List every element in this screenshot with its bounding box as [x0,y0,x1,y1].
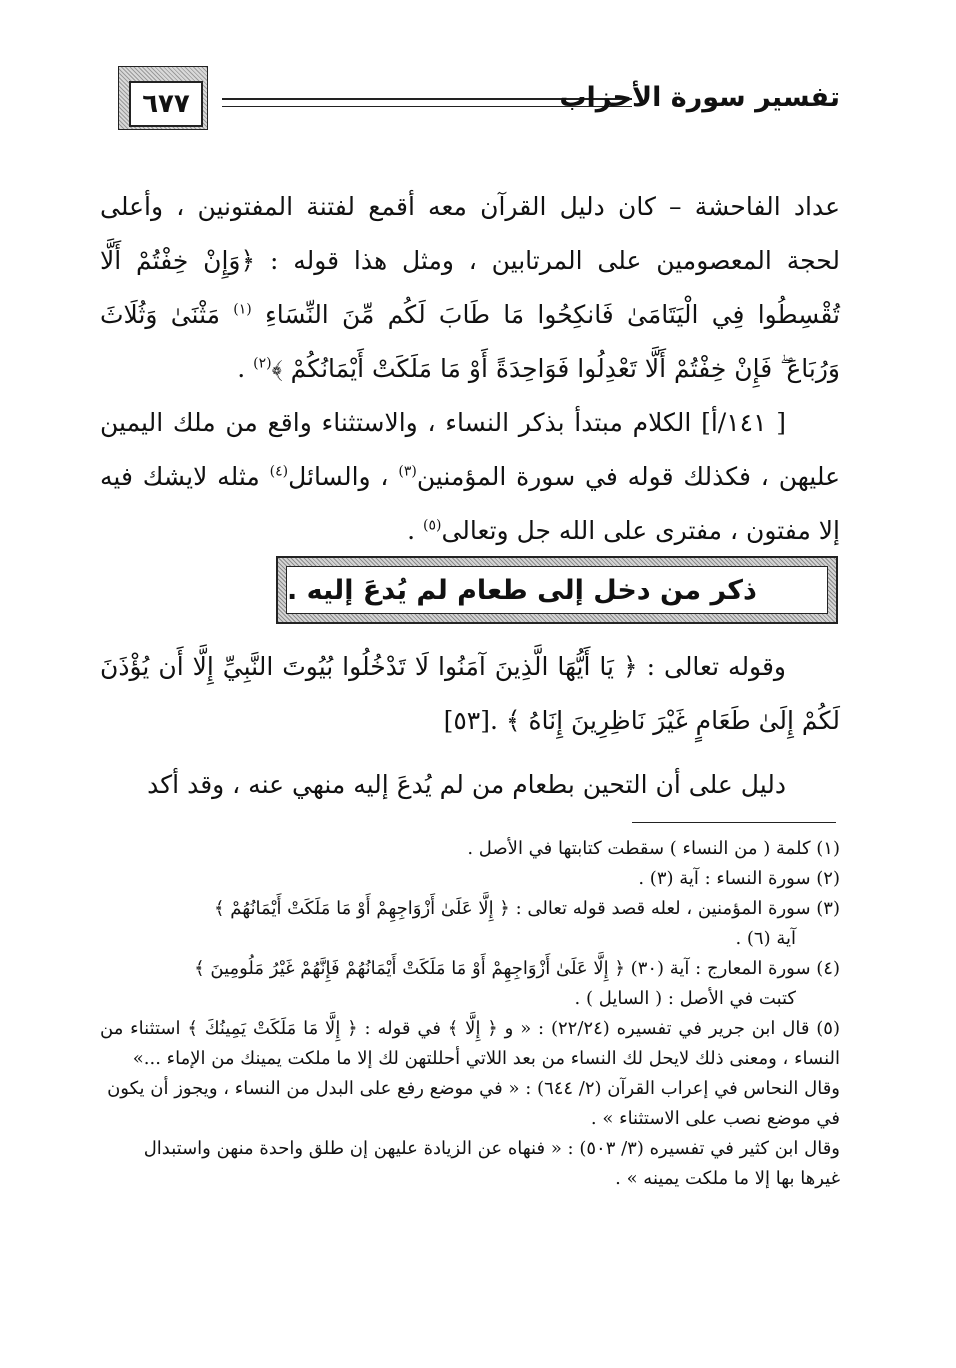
footnote-ref-4: (٤) [269,463,289,480]
footnote-ref-2: (٢) [253,355,272,372]
footnote-separator [632,822,836,823]
page-header [110,60,840,140]
footnotes [100,834,840,1194]
section-heading-frame [276,556,838,624]
page-number: ٦٧٧ [129,81,203,127]
footnote-ref-1: (١) [233,301,252,318]
page-number-frame [118,66,208,130]
footnote-4: (٤) سورة المعارج : آية (٣٠) ﴿ إِلَّا عَلَىٰ أَزْوَاجِهِمْ أَوْ مَا مَلَكَتْ أَيْمَانُهُمْ فَإِنَّهُمْ غَيْرُ مَلُومِينَ ﴾ [194,958,840,979]
paragraph-3: وقوله تعالى : ﴿ يَا أَيُّهَا الَّذِينَ آمَنُوا لَا تَدْخُلُوا بُيُوتَ النَّبِيِّ إِلَّا أَن يُؤْذَنَ لَكُمْ إِلَىٰ طَعَامٍ غَيْرَ نَاظِرِينَ إِنَاهُ ﴾ .[٥٣] [100,652,840,735]
paragraph-2-end: . [407,516,416,545]
paragraph-1-end: . [237,354,246,383]
section-heading: ذكر من دخل إلى طعام لم يُدعَ إليه . [286,566,828,614]
footnote-2: (٢) سورة النساء : آية (٣) . [638,868,840,889]
paragraph-2 [100,396,840,558]
paragraph-4: دليل على أن التحين بطعام من لم يُدعَ إليه منهي عنه ، وقد أكد [147,770,786,799]
footnote-ref-3: (٣) [398,463,417,480]
paragraph-2-text-c: مثله لايشك فيه إلا مفتون ، مفترى على الله جل وتعالى [100,462,840,545]
paragraph-1-text: عداد الفاحشة – كان دليل القرآن معه أقمع لفتنة المفتونين ، وأعلى لحجة المعصومين على المرتابين ، ومثل هذا قوله : ﴿وَإِنْ خِفْتُمْ أَلَّا تُقْسِطُوا فِي الْيَتَامَىٰ فَانكِحُوا مَا طَابَ لَكُم مِّنَ النِّسَاءِ [100,192,840,329]
footnote-1: (١) كلمة ( من النساء ) سقطت كتابتها في الأصل . [467,838,840,859]
footnote-3: (٣) سورة المؤمنين ، لعله قصد قوله تعالى : ﴿ إِلَّا عَلَىٰ أَزْوَاجِهِمْ أَوْ مَا مَلَكَتْ أَيْمَانُهُمْ ﴾ [214,898,840,919]
paragraph-1-text-b: مَثْنَىٰ وَثُلَاثَ وَرُبَاعَ ۖ فَإِنْ خِفْتُمْ أَلَّا تَعْدِلُوا فَوَاحِدَةً أَوْ مَا مَلَكَتْ أَيْمَانُكُمْ ﴾ [100,300,840,383]
paragraph-2-text-a: [ ١٤١/أ] الكلام مبتدأ بذكر النساء ، والاستثناء واقع من ملك اليمين عليهن ، فكذلك قوله في سورة المؤمنين [100,408,841,491]
footnote-ref-5: (٥) [423,517,442,534]
paragraph-1 [100,180,840,396]
running-title: تفسير سورة الأحزاب [559,82,840,113]
footnote-5: (٥) قال ابن جرير في تفسيره (٢٢/٢٤) : « و ﴿ إِلَّا ﴾ في قوله : ﴿ إِلَّا مَا مَلَكَتْ يَمِينُكَ ﴾ استثناء من النساء ، ومعنى ذلك لايحل لك النساء من بعد اللاتي أحللتهن لك إلا ما ملكت يمينك من الإماء ...» [100,1018,840,1069]
paragraph-2-text-b: ، والسائل [288,462,389,491]
footnote-5-nahhas: وقال النحاس في إعراب القرآن (٢/ ٦٤٤) : « في موضع رفع على البدل من النساء ، ويجوز أن يكون في موضع نصب على الاستثناء » . [107,1078,840,1129]
footnote-3-continued: آية (٦) . [735,928,796,949]
footnote-5-ibn-kathir: وقال ابن كثير في تفسيره (٣/ ٥٠٣) : « فنهاه عن الزيادة عليهن إن طلق واحدة منهن واستبدال غيرها بها إلا ما ملكت يمينه » . [143,1138,840,1189]
footnote-4-continued: كتبت في الأصل : ( السايل ) . [574,988,796,1009]
